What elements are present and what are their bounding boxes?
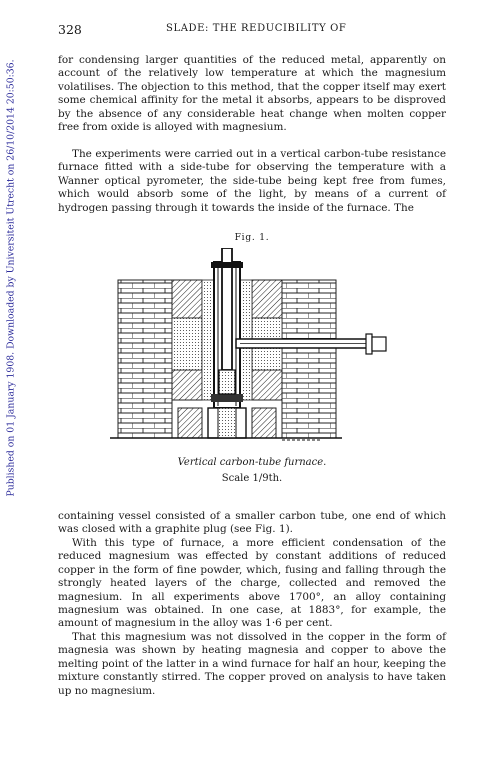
page-header xyxy=(58,22,448,36)
furnace-diagram xyxy=(110,248,395,456)
side-note-text: Published on 01 January 1908. Downloaded by Universiteit Utrecht on 26/10/2014 20:50:36. xyxy=(5,59,17,497)
figure-scale: Scale 1/9th. xyxy=(221,473,283,484)
figure-caption: Vertical carbon-tube furnace. xyxy=(177,457,327,468)
page-number: 328 xyxy=(58,22,82,37)
furnace-base xyxy=(110,438,342,440)
running-head: SLADE: THE REDUCIBILITY OF xyxy=(166,23,347,34)
paragraph-4: With this type of furnace, a more efficient condensation of the reduced magnesium was effected by constant additions of reduced copper in the form of fine powder, which, fusing and falling through the strongly heated layers of the charge, collected and removed the magnesium. In all experiments above 1700°, an alloy containing magnesium was obtained. In one case, at 1883°, for example, the amount of magnesium in the alloy was 1·6 per cent. xyxy=(58,537,446,630)
brick-wall-right xyxy=(282,280,336,438)
figure-label: Fig. 1. xyxy=(234,233,270,243)
paragraph-1: for condensing larger quantities of the reduced metal, apparently on account of the relatively low temperature at which the magnesium volatilises. The objection to this method, that the copper itself may exert some chemical affinity for the metal it absorbs, appears to be disproved by the absence of any considerable heat change when molten copper free from oxide is alloyed with magnesium. xyxy=(58,54,446,134)
paragraph-3: containing vessel consisted of a smaller carbon tube, one end of which was closed with a graphite plug (see Fig. 1). xyxy=(58,510,446,536)
paragraph-5: That this magnesium was not dissolved in the copper in the form of magnesia was shown by heating magnesia and copper to above the melting point of the latter in a wind furnace for half an hour, keeping the mixture constantly stirred. The copper proved on analysis to have taken up no magnesium. xyxy=(58,631,446,697)
paragraph-2: The experiments were carried out in a vertical carbon-tube resistance furnace fitted with a side-tube for observing the temperature with a Wanner optical pyrometer, the side-tube being kept free from fumes, which would absorb some of the light, by means of a current of hydrogen passing through it towards the inside of the furnace. The xyxy=(58,148,446,214)
brick-wall-left xyxy=(118,280,172,438)
publication-side-note xyxy=(3,59,19,497)
